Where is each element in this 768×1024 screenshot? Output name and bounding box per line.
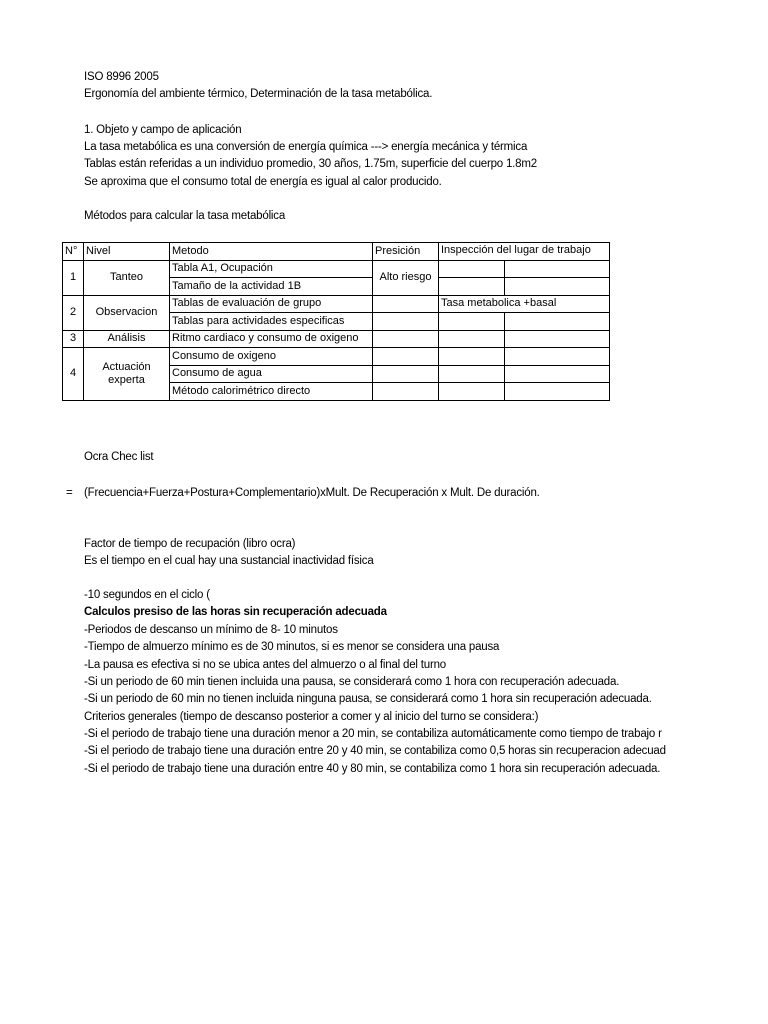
header-cell: N° <box>63 243 84 261</box>
header-cell: Nivel <box>84 243 170 261</box>
empty-cell <box>439 383 505 401</box>
row-method: Ritmo cardiaco y consumo de oxigeno <box>170 330 373 348</box>
row-precision: Alto riesgo <box>373 260 439 295</box>
table-row <box>63 260 610 278</box>
recovery-cycle: -10 segundos en el ciclo ( <box>84 589 210 601</box>
table-header-row <box>63 243 610 261</box>
section-line: Se aproxima que el consumo total de energía es igual al calor producido. <box>84 176 442 188</box>
recovery-definition: Es el tiempo en el cual hay una sustancial inactividad física <box>84 555 374 567</box>
empty-cell <box>439 313 505 331</box>
header-cell: Metodo <box>170 243 373 261</box>
empty-cell <box>373 330 439 348</box>
methods-table <box>62 242 610 401</box>
methods-title: Métodos para calcular la tasa metabólica <box>84 210 286 222</box>
empty-cell <box>439 260 505 278</box>
empty-cell <box>439 365 505 383</box>
row-inspection: Tasa metabolica +basal <box>439 295 610 313</box>
row-method: Tablas para actividades especificas <box>170 313 373 331</box>
empty-cell <box>505 260 610 278</box>
doc-title: ISO 8996 2005 <box>84 71 159 83</box>
row-number: 2 <box>63 295 84 330</box>
recovery-title: Factor de tiempo de recupación (libro ocra) <box>84 538 296 550</box>
criteria-line: -Si el periodo de trabajo tiene una duración entre 20 y 40 min, se contabiliza como 0,5 horas sin recuperacion adecuad <box>84 745 666 757</box>
rule-line: -Periodos de descanso un mínimo de 8- 10 minutos <box>84 624 338 636</box>
empty-cell <box>505 348 610 366</box>
section-heading: 1. Objeto y campo de aplicación <box>84 124 242 136</box>
calc-title: Calculos presiso de las horas sin recuperación adecuada <box>84 606 387 618</box>
empty-cell <box>439 330 505 348</box>
row-number: 3 <box>63 330 84 348</box>
row-number: 4 <box>63 348 84 401</box>
row-method: Tamaño de la actividad 1B <box>170 278 373 296</box>
section-line: Tablas están referidas a un individuo promedio, 30 años, 1.75m, superficie del cuerpo 1.8m2 <box>84 158 537 170</box>
empty-cell <box>505 278 610 296</box>
section-line: La tasa metabólica es una conversión de energía química ---> energía mecánica y térmica <box>84 141 528 153</box>
empty-cell <box>373 365 439 383</box>
equals-sign: = <box>66 487 73 499</box>
row-method: Tabla A1, Ocupación <box>170 260 373 278</box>
row-level: Actuación experta <box>84 348 170 401</box>
row-method: Consumo de agua <box>170 365 373 383</box>
empty-cell <box>505 330 610 348</box>
empty-cell <box>505 383 610 401</box>
criteria-line: -Si el periodo de trabajo tiene una duración entre 40 y 80 min, se contabiliza como 1 hora sin recuperación adecuada. <box>84 763 661 775</box>
row-method: Consumo de oxigeno <box>170 348 373 366</box>
rule-line: -Tiempo de almuerzo mínimo es de 30 minutos, si es menor se considera una pausa <box>84 641 500 653</box>
empty-cell <box>505 365 610 383</box>
rule-line: -La pausa es efectiva si no se ubica antes del almuerzo o al final del turno <box>84 659 446 671</box>
row-level: Tanteo <box>84 260 170 295</box>
row-number: 1 <box>63 260 84 295</box>
criteria-line: -Si el periodo de trabajo tiene una duración menor a 20 min, se contabiliza automáticamente como tiempo de trabajo r <box>84 728 662 740</box>
row-method: Método calorimétrico directo <box>170 383 373 401</box>
empty-cell <box>373 313 439 331</box>
table-row <box>63 295 610 313</box>
table-row <box>63 348 610 366</box>
empty-cell <box>439 348 505 366</box>
header-cell: Inspección del lugar de trabajo <box>439 243 610 261</box>
rule-line: -Si un periodo de 60 min tienen incluida una pausa, se considerará como 1 hora con recuperación adecuada. <box>84 676 620 688</box>
row-level: Análisis <box>84 330 170 348</box>
row-method: Tablas de evaluación de grupo <box>170 295 373 313</box>
row-level: Observacion <box>84 295 170 330</box>
empty-cell <box>505 313 610 331</box>
header-cell: Presición <box>373 243 439 261</box>
rule-line: -Si un periodo de 60 min no tienen incluida ninguna pausa, se considerará como 1 hora sin recuperación adecuada. <box>84 693 652 705</box>
doc-subtitle: Ergonomía del ambiente térmico, Determinación de la tasa metabólica. <box>84 88 433 100</box>
criteria-title: Criterios generales (tiempo de descanso posterior a comer y al inicio del turno se considera:) <box>84 711 539 723</box>
empty-cell <box>373 295 439 313</box>
empty-cell <box>373 348 439 366</box>
empty-cell <box>373 383 439 401</box>
empty-cell <box>439 278 505 296</box>
table-row <box>63 330 610 348</box>
ocra-formula: (Frecuencia+Fuerza+Postura+Complementario)xMult. De Recuperación x Mult. De duración. <box>84 487 540 499</box>
ocra-title: Ocra Chec list <box>84 451 154 463</box>
